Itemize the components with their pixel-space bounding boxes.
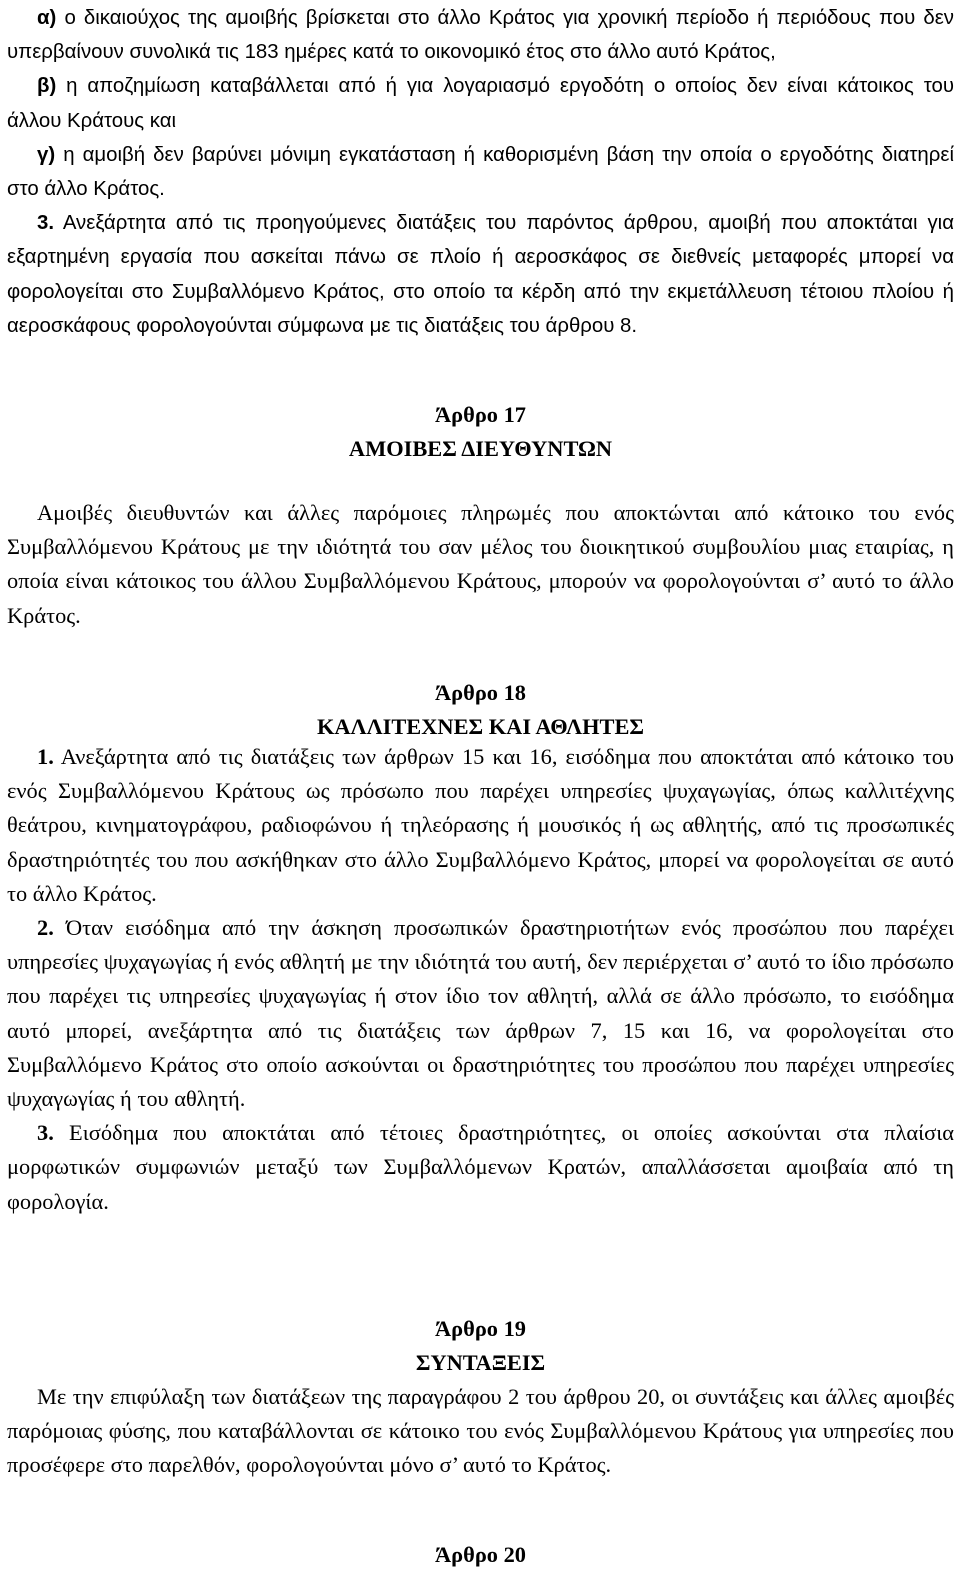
article18-title: ΚΑΛΛΙΤΕΧΝΕΣ ΚΑΙ ΑΘΛΗΤΕΣ <box>316 714 645 740</box>
paragraph-3-text: Ανεξάρτητα από τις προηγούμενες διατάξεις του παρόντος άρθρου, αμοιβή που αποκτάται για εξαρτημένη εργασία που ασκείται πάνω σε πλοίο ή αεροσκάφος σε διεθνείς μεταφορές μπορεί να φορολογείται στο Συμβαλλόμενο Κράτος, στο οποίο τα κέρδη από την εκμετάλλευση τέτοιου πλοίου ή αεροσκάφους φορολογούνται σύμφωνα με τις διατάξεις του άρθρου 8. <box>7 212 954 337</box>
article20-heading <box>7 1538 954 1572</box>
article19-number: Άρθρο 19 <box>434 1316 526 1341</box>
item-a-text: ο δικαιούχος της αμοιβής βρίσκεται στο άλλο Κράτος για χρονική περίοδο ή περιόδους που δεν υπερβαίνουν συνολικά τις 183 ημέρες κατά το οικονομικό έτος στο άλλο αυτό Κράτος, <box>7 7 954 64</box>
item-a-label: α) <box>37 7 57 29</box>
article17-body-block <box>7 496 954 633</box>
item-b <box>7 69 954 137</box>
article18-body-block <box>7 740 954 1219</box>
article16-continuation <box>7 1 954 343</box>
paragraph-3-number: 3. <box>37 212 55 235</box>
article17-title-text: ΑΜΟΙΒΕΣ ΔΙΕΥΘΥΝΤΩΝ <box>348 436 613 462</box>
article19-body: Με την επιφύλαξη των διατάξεων της παραγράφου 2 του άρθρου 20, οι συντάξεις και άλλες αμοιβές παρόμοιας φύσης, που καταβάλλονται σε κάτοικο του ενός Συμβαλλόμενου Κράτους για υπηρεσίες που προσέφερε στο παρελθόν, φορολογούνται μόνο σ’ αυτό το Κράτος. <box>7 1384 954 1478</box>
article18-number: Άρθρο 18 <box>434 680 526 705</box>
article17-title <box>7 432 954 466</box>
item-a <box>7 1 954 69</box>
article19-body-block <box>7 1380 954 1483</box>
article18-paragraph-1 <box>7 740 954 911</box>
article18-heading <box>7 676 954 744</box>
item-c-label: γ) <box>37 143 56 166</box>
item-c-text: η αμοιβή δεν βαρύνει μόνιμη εγκατάσταση ή καθορισμένη βάση την οποία ο εργοδότης διατηρεί στο άλλο Κράτος. <box>7 143 954 201</box>
article18-p2-text: Όταν εισόδημα από την άσκηση προσωπικών δραστηριοτήτων ενός προσώπου που παρέχει υπηρεσίες ψυχαγωγίας ή ενός αθλητή με την ιδιότητά του αυτή, δεν περιέρχεται σ’ αυτό το ίδιο πρόσωπο που παρέχει τις υπηρεσίες ψυχαγωγίας ή στον ίδιο τον αθλητή, αλλά σε άλλο πρόσωπο, το εισόδημα αυτό μπορεί, ανεξάρτητα από τις διατάξεις των άρθρων 7, 15 και 16, να φορολογείται στο Συμβαλλόμενο Κράτος στο οποίο ασκούνται οι δραστηριότητες του προσώπου που παρέχει υπηρεσίες ψυχαγωγίας ή του αθλητή. <box>7 915 954 1112</box>
article19-heading <box>7 1312 954 1380</box>
article17-number: Άρθρο 17 <box>434 402 526 427</box>
article17-body: Αμοιβές διευθυντών και άλλες παρόμοιες πληρωμές που αποκτώνται από κάτοικο του ενός Συμβαλλόμενου Κράτους με την ιδιότητά του σαν μέλος του διοικητικού συμβουλίου μιας εταιρίας, η οποία είναι κάτοικος του άλλου Συμβαλλόμενου Κράτους, μπορούν να φορολογούνται σ’ αυτό το άλλο Κράτος. <box>7 500 954 628</box>
item-b-label: β) <box>37 75 57 98</box>
article18-p3-text: Εισόδημα που αποκτάται από τέτοιες δραστηριότητες, οι οποίες ασκούνται στα πλαίσια μορφωτικών συμφωνιών μεταξύ των Συμβαλλόμενων Κρατών, απαλλάσσεται αμοιβαία από τη φορολογία. <box>7 1120 954 1214</box>
article18-p1-number: 1. <box>37 744 54 769</box>
item-c <box>7 138 954 206</box>
article19-title: ΣΥΝΤΑΞΕΙΣ <box>415 1350 546 1376</box>
article18-paragraph-2 <box>7 911 954 1116</box>
article18-p2-number: 2. <box>37 915 54 941</box>
article17-heading <box>7 398 954 466</box>
paragraph-3 <box>7 206 954 343</box>
item-b-text: η αποζημίωση καταβάλλεται από ή για λογαριασμό εργοδότη ο οποίος δεν είναι κάτοικος του άλλου Κράτους και <box>7 75 954 132</box>
article20-number: Άρθρο 20 <box>434 1542 526 1567</box>
article18-p3-number: 3. <box>37 1120 54 1146</box>
article18-p1-text: Ανεξάρτητα από τις διατάξεις των άρθρων 15 και 16, εισόδημα που αποκτάται από κάτοικο του ενός Συμβαλλόμενου Κράτους ως πρόσωπο που παρέχει υπηρεσίες ψυχαγωγίας, όπως καλλιτέχνης θεάτρου, κινηματογράφου, ραδιοφώνου ή τηλεόρασης ή μουσικός ή ως αθλητής, από τις προσωπικές δραστηριότητές του που ασκήθηκαν στο άλλο Συμβαλλόμενο Κράτος, μπορεί να φορολογείται σε αυτό το άλλο Κράτος. <box>7 744 954 906</box>
article18-paragraph-3 <box>7 1116 954 1219</box>
